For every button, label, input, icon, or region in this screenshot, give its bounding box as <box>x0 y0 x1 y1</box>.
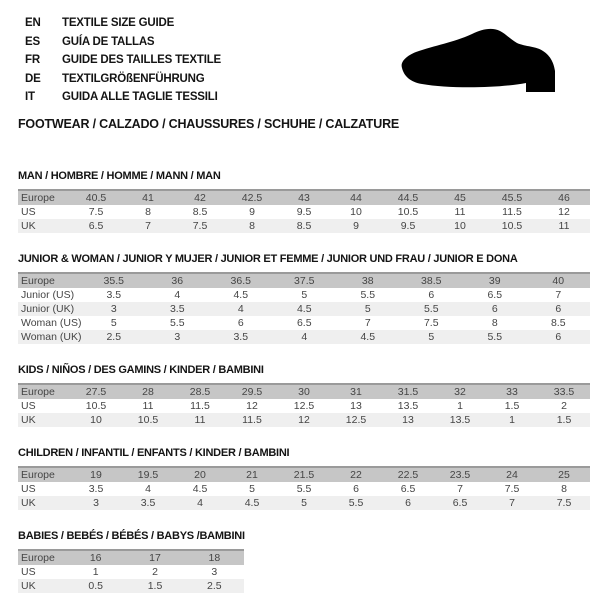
table-row <box>18 219 590 233</box>
size-section <box>18 530 590 593</box>
size-cell: 7.5 <box>504 482 520 495</box>
size-cell: 6 <box>353 482 359 495</box>
language-code: IT <box>25 91 35 103</box>
category-title: FOOTWEAR / CALZADO / CHAUSSURES / SCHUHE / CALZATURE <box>18 116 400 131</box>
size-cell: 8 <box>226 219 278 233</box>
size-cell: 6 <box>237 316 244 329</box>
table-row <box>18 302 590 316</box>
size-cell: 7.5 <box>88 205 104 218</box>
row-label: Europe <box>18 273 82 288</box>
size-cell: 4.5 <box>192 482 208 495</box>
size-cell: 11 <box>454 205 466 218</box>
size-cell: 10.5 <box>122 413 174 427</box>
size-cell: 35.5 <box>82 273 146 288</box>
size-cell: 33.5 <box>538 384 590 399</box>
size-cell: 21.5 <box>278 467 330 482</box>
size-cell: 17 <box>125 550 184 565</box>
table-row <box>18 330 590 344</box>
language-label: TEXTILE SIZE GUIDE <box>62 17 175 29</box>
size-cell: 40.5 <box>70 190 122 205</box>
size-cell: 7 <box>555 288 562 301</box>
guide-header <box>0 0 600 132</box>
size-cell: 5 <box>400 330 464 344</box>
table-row <box>18 565 244 579</box>
size-cell: 7 <box>364 316 371 329</box>
size-cell: 4.5 <box>226 496 278 510</box>
size-cell: 4.5 <box>336 330 400 344</box>
row-label: Woman (UK) <box>18 330 82 344</box>
size-cell: 11 <box>174 413 226 427</box>
size-cell: 42 <box>174 190 226 205</box>
size-cell: 7.5 <box>538 496 590 510</box>
size-cell: 10 <box>434 219 486 233</box>
size-cell: 4 <box>273 330 337 344</box>
size-cell: 19.5 <box>122 467 174 482</box>
size-cell: 3 <box>70 496 122 510</box>
size-cell: 11.5 <box>190 399 210 412</box>
size-cell: 13.5 <box>397 399 419 412</box>
table-header-row <box>18 467 590 482</box>
language-code: ES <box>25 35 40 48</box>
size-cell: 0.5 <box>66 579 125 593</box>
size-table <box>18 383 590 427</box>
size-cell: 16 <box>66 550 125 565</box>
language-code: EN <box>25 17 41 29</box>
row-label: UK <box>18 579 66 593</box>
size-cell: 8 <box>491 316 498 329</box>
size-cell: 11 <box>538 219 590 233</box>
size-cell: 11.5 <box>502 205 522 218</box>
size-cell: 9 <box>330 219 382 233</box>
size-cell: 5 <box>278 496 330 510</box>
size-cell: 3 <box>146 330 210 344</box>
size-cell: 33 <box>486 384 538 399</box>
size-cell: 18 <box>185 550 244 565</box>
size-cell: 1.5 <box>504 399 520 412</box>
size-cell: 6.5 <box>296 316 312 329</box>
size-cell: 6.5 <box>487 288 503 301</box>
size-section <box>18 170 590 233</box>
size-cell: 27.5 <box>70 384 122 399</box>
size-cell: 30 <box>278 384 330 399</box>
table-row <box>18 413 590 427</box>
table-header-row <box>18 384 590 399</box>
size-cell: 19 <box>70 467 122 482</box>
row-label: US <box>21 482 36 495</box>
size-cell: 11.5 <box>226 413 278 427</box>
language-label: GUIDE DES TAILLES TEXTILE <box>62 54 221 66</box>
row-label: UK <box>18 219 70 233</box>
size-cell: 3 <box>211 565 218 578</box>
table-header-row <box>18 550 244 565</box>
size-cell: 29.5 <box>226 384 278 399</box>
size-cell: 7.5 <box>174 219 226 233</box>
size-section <box>18 364 590 427</box>
size-cell: 28.5 <box>174 384 226 399</box>
size-cell: 40 <box>527 273 591 288</box>
size-cell: 6 <box>463 302 527 316</box>
size-section <box>18 253 590 344</box>
size-cell: 9.5 <box>382 219 434 233</box>
size-cell: 44.5 <box>382 190 434 205</box>
section-title: JUNIOR & WOMAN / JUNIOR Y MUJER / JUNIOR ET FEMME / JUNIOR UND FRAU / JUNIOR E DONA <box>18 252 518 265</box>
language-label: GUIDA ALLE TAGLIE TESSILI <box>62 91 218 103</box>
size-cell: 45 <box>434 190 486 205</box>
size-cell: 20 <box>174 467 226 482</box>
table-row <box>18 482 590 496</box>
size-cell: 12 <box>246 399 258 412</box>
size-cell: 4 <box>145 482 151 495</box>
size-cell: 3 <box>82 302 146 316</box>
size-cell: 37.5 <box>273 273 337 288</box>
size-tables <box>0 170 600 593</box>
size-table <box>18 272 590 344</box>
row-label: US <box>21 399 36 412</box>
dress-shoe-icon <box>400 26 576 98</box>
size-cell: 21 <box>226 467 278 482</box>
row-label: Junior (US) <box>21 288 75 301</box>
size-cell: 11 <box>142 399 154 412</box>
row-label: Europe <box>18 190 70 205</box>
size-cell: 12 <box>558 205 570 218</box>
table-row <box>18 205 590 219</box>
size-cell: 8.5 <box>278 219 330 233</box>
size-cell: 1.5 <box>538 413 590 427</box>
size-cell: 5.5 <box>296 482 312 495</box>
size-cell: 6 <box>428 288 435 301</box>
size-cell: 3.5 <box>122 496 174 510</box>
language-label: GUÍA DE TALLAS <box>62 35 155 48</box>
row-label: Junior (UK) <box>18 302 82 316</box>
size-cell: 7 <box>457 482 463 495</box>
size-cell: 10.5 <box>85 399 107 412</box>
size-table <box>18 549 244 593</box>
size-cell: 5 <box>110 316 117 329</box>
size-cell: 2 <box>152 565 158 578</box>
size-cell: 3.5 <box>209 330 273 344</box>
size-cell: 6.5 <box>70 219 122 233</box>
size-cell: 45.5 <box>486 190 538 205</box>
size-cell: 25 <box>538 467 590 482</box>
size-cell: 3.5 <box>146 302 210 316</box>
size-cell: 2 <box>561 399 567 412</box>
size-cell: 13 <box>350 399 362 412</box>
size-cell: 10.5 <box>486 219 538 233</box>
size-cell: 42.5 <box>226 190 278 205</box>
size-cell: 10 <box>350 205 362 218</box>
size-cell: 6 <box>527 302 591 316</box>
size-cell: 8 <box>561 482 567 495</box>
size-cell: 12.5 <box>330 413 382 427</box>
size-cell: 7.5 <box>423 316 439 329</box>
size-cell: 4 <box>174 288 181 301</box>
size-section <box>18 447 590 510</box>
size-cell: 44 <box>330 190 382 205</box>
size-cell: 2.5 <box>185 579 244 593</box>
table-header-row <box>18 190 590 205</box>
size-cell: 7 <box>122 219 174 233</box>
size-cell: 5.5 <box>400 302 464 316</box>
size-cell: 1.5 <box>125 579 184 593</box>
size-cell: 6 <box>527 330 591 344</box>
table-header-row <box>18 273 590 288</box>
size-cell: 10 <box>70 413 122 427</box>
size-cell: 38 <box>336 273 400 288</box>
size-cell: 1 <box>92 565 99 578</box>
size-cell: 9 <box>249 205 255 218</box>
section-title: BABIES / BEBÉS / BÉBÉS / BABYS /BAMBINI <box>18 529 245 542</box>
size-cell: 3.5 <box>88 482 104 495</box>
size-cell: 5.5 <box>169 316 185 329</box>
size-cell: 22.5 <box>382 467 434 482</box>
size-cell: 31 <box>330 384 382 399</box>
section-title: KIDS / NIÑOS / DES GAMINS / KINDER / BAMBINI <box>18 363 264 376</box>
size-cell: 9.5 <box>296 205 312 218</box>
size-cell: 24 <box>486 467 538 482</box>
row-label: US <box>21 205 36 218</box>
size-cell: 1 <box>457 399 463 412</box>
row-label: UK <box>18 496 70 510</box>
table-row <box>18 496 590 510</box>
size-cell: 1 <box>486 413 538 427</box>
size-cell: 4 <box>209 302 273 316</box>
size-cell: 32 <box>434 384 486 399</box>
row-label: Woman (US) <box>21 316 82 329</box>
table-row <box>18 288 590 302</box>
language-label: TEXTILGRÖßENFÜHRUNG <box>62 72 205 85</box>
size-cell: 36.5 <box>209 273 273 288</box>
row-label: Europe <box>18 384 70 399</box>
size-cell: 38.5 <box>400 273 464 288</box>
size-cell: 46 <box>538 190 590 205</box>
size-cell: 3.5 <box>106 288 122 301</box>
size-cell: 4.5 <box>233 288 249 301</box>
size-cell: 13.5 <box>434 413 486 427</box>
size-cell: 5 <box>336 302 400 316</box>
language-code: FR <box>25 54 40 66</box>
size-cell: 5.5 <box>360 288 376 301</box>
size-cell: 12.5 <box>293 399 315 412</box>
size-cell: 5.5 <box>330 496 382 510</box>
size-cell: 31.5 <box>382 384 434 399</box>
size-cell: 5 <box>249 482 255 495</box>
row-label: UK <box>18 413 70 427</box>
row-label: US <box>21 565 36 578</box>
size-cell: 6 <box>382 496 434 510</box>
size-cell: 8.5 <box>192 205 208 218</box>
size-cell: 6.5 <box>400 482 416 495</box>
table-row <box>18 579 244 593</box>
size-cell: 36 <box>146 273 210 288</box>
size-cell: 5.5 <box>463 330 527 344</box>
size-cell: 6.5 <box>434 496 486 510</box>
row-label: Europe <box>18 467 70 482</box>
size-cell: 28 <box>122 384 174 399</box>
size-cell: 13 <box>382 413 434 427</box>
size-cell: 7 <box>486 496 538 510</box>
size-cell: 23.5 <box>434 467 486 482</box>
language-code: DE <box>25 72 41 85</box>
size-cell: 12 <box>278 413 330 427</box>
section-title: MAN / HOMBRE / HOMME / MANN / MAN <box>18 169 221 182</box>
row-label: Europe <box>18 550 66 565</box>
size-cell: 10.5 <box>397 205 419 218</box>
size-cell: 4 <box>174 496 226 510</box>
size-cell: 22 <box>330 467 382 482</box>
size-cell: 8.5 <box>550 316 566 329</box>
size-cell: 43 <box>278 190 330 205</box>
table-row <box>18 399 590 413</box>
size-cell: 5 <box>301 288 308 301</box>
size-cell: 2.5 <box>82 330 146 344</box>
size-table <box>18 189 590 233</box>
size-cell: 8 <box>145 205 151 218</box>
size-table <box>18 466 590 510</box>
table-row <box>18 316 590 330</box>
size-cell: 39 <box>463 273 527 288</box>
size-cell: 41 <box>122 190 174 205</box>
size-cell: 4.5 <box>273 302 337 316</box>
section-title: CHILDREN / INFANTIL / ENFANTS / KINDER / BAMBINI <box>18 446 290 459</box>
